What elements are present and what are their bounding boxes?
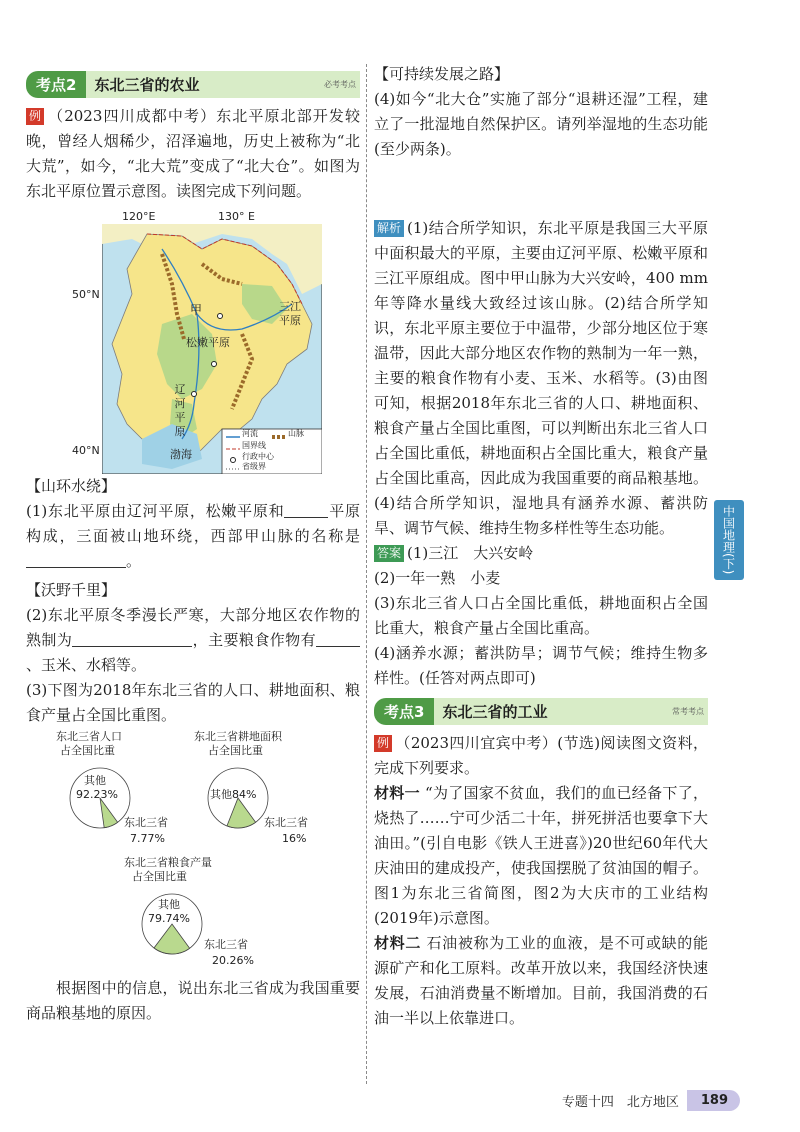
section-tag: 考点2 bbox=[26, 71, 86, 98]
question-1: (1)东北平原由辽河平原，松嫩平原和 平原构成，三面被山地环绕，西部甲山脉的名称是。 bbox=[26, 502, 360, 570]
pie1-ne-label: 东北三省 bbox=[124, 816, 168, 829]
section-title: 东北三省的工业 bbox=[434, 698, 708, 725]
analysis-text: (1)结合所学知识，东北平原是我国三大平原中面积最大的平原，主要由辽河平原、松嫩平原和三江平原组成。图中甲山脉为大兴安岭，400 mm年等降水量线大致经过该山脉。(2)结合所学知识，东北平原主要位于中温带，少部分地区位于寒温带，因此大部分地区农作物的熟制为一年一熟，主要的粮食作物有小麦、玉米、水稻等。(3)由图可知，根据2018年东北三省的人口、耕地面积、粮食产量占全国比重图，可以判断出东北三省人口占全国比重低，耕地面积占全国比重大，粮食产量占全国比重高，因此成为我国重要的商品粮基地。(4)结合所学知识，湿地具有涵养水源、蓄洪防旱、调节气候、维持生物多样性等生态功能。 bbox=[374, 219, 708, 537]
map-lon-130: 130° E bbox=[218, 210, 255, 223]
map-lat-50: 50°N bbox=[72, 288, 100, 301]
subhead-woye: 【沃野千里】 bbox=[26, 581, 117, 599]
side-tab[interactable]: 中国地理(下) bbox=[714, 500, 744, 580]
answer-blank-4[interactable] bbox=[316, 632, 360, 647]
answer-3: (3)东北三省人口占全国比重低，耕地面积占全国比重大，粮食产量占全国比重高。 bbox=[374, 594, 708, 637]
answer-badge: 答案 bbox=[374, 545, 404, 562]
pie2-title-2: 占全国比重 bbox=[208, 744, 263, 757]
pie3-ne-label: 东北三省 bbox=[204, 938, 248, 951]
question-3-ask: 根据图中的信息，说出东北三省成为我国重要商品粮基地的原因。 bbox=[26, 979, 360, 1022]
legend-capital: 行政中心 bbox=[242, 452, 274, 461]
section-title: 东北三省的农业 bbox=[86, 71, 360, 98]
section-note: 必考考点 bbox=[324, 79, 356, 89]
section-header-3 bbox=[374, 697, 708, 725]
column-divider bbox=[366, 64, 367, 1084]
example-badge: 例 bbox=[26, 108, 44, 125]
pie2-title-1: 东北三省耕地面积 bbox=[194, 730, 282, 743]
answer-2: (2)一年一熟 小麦 bbox=[374, 569, 501, 587]
subhead-shanhuan: 【山环水绕】 bbox=[26, 477, 117, 495]
right-column bbox=[374, 62, 708, 1031]
answer-blank-2[interactable] bbox=[26, 553, 126, 568]
material-2-label: 材料二 bbox=[374, 934, 422, 952]
map-label-bohai: 渤海 bbox=[170, 448, 192, 461]
page-footer bbox=[562, 1090, 740, 1111]
pie3-title-1: 东北三省粮食产量 bbox=[124, 856, 212, 869]
footer-chapter: 专题十四 北方地区 bbox=[561, 1095, 679, 1110]
question-4: (4)如今“北大仓”实施了部分“退耕还湿”工程，建立了一批湿地自然保护区。请列举湿地的生态功能(至少两条)。 bbox=[374, 90, 708, 158]
legend-river: 河流 bbox=[242, 429, 258, 438]
section-header-2 bbox=[26, 70, 360, 98]
question-2: (2)东北平原冬季漫长严寒，大部分地区农作物的熟制为 ，主要粮食作物有、玉米、水稻等。 bbox=[26, 606, 360, 674]
material-2: 材料二 石油被称为工业的血液，是不可或缺的能源矿产和化工原料。改革开放以来，我国经济快速发展，石油消费量不断增加。目前，我国消费的石油一半以上依靠进口。 bbox=[374, 934, 708, 1027]
question-3: (3)下图为2018年东北三省的人口、耕地面积、粮食产量占全国比重图。 bbox=[26, 681, 360, 724]
answer-blank-1[interactable] bbox=[284, 503, 328, 518]
pie3-other-label: 其他 bbox=[158, 898, 180, 911]
answer-4: (4)涵养水源；蓄洪防旱；调节气候；维持生物多样性。(任答对两点即可) bbox=[374, 644, 708, 687]
material-1-label: 材料一 bbox=[374, 784, 420, 802]
map-lon-120: 120°E bbox=[122, 210, 156, 223]
map-label-jia: 甲 bbox=[190, 303, 203, 317]
pie3-title-2: 占全国比重 bbox=[132, 870, 187, 883]
pie2-other: 其他84% bbox=[210, 788, 257, 801]
pie2-ne-value: 16% bbox=[282, 832, 307, 845]
pie2-ne-label: 东北三省 bbox=[264, 816, 308, 829]
page-number: 189 bbox=[687, 1090, 740, 1111]
example-text: （2023四川成都中考）东北平原北部开发较晚，曾经人烟稀少，沼泽遍地，历史上被称为“北大荒”，如今，“北大荒”变成了“北大仓”。如图为东北平原位置示意图。读图完成下列问题。 bbox=[26, 107, 360, 200]
map-label-songnen: 松嫩平原 bbox=[186, 336, 230, 349]
legend-province: 省级界 bbox=[242, 462, 266, 471]
answer-space bbox=[374, 162, 708, 216]
analysis-badge: 解析 bbox=[374, 220, 404, 237]
legend-border: 国界线 bbox=[242, 441, 266, 450]
answer-1: 答案 (1)三江 大兴安岭 bbox=[374, 541, 708, 566]
subhead-kechixu: 【可持续发展之路】 bbox=[374, 65, 510, 83]
example-badge: 例 bbox=[374, 735, 392, 752]
left-column bbox=[26, 70, 360, 1026]
analysis bbox=[374, 216, 708, 541]
map-lat-40: 40°N bbox=[72, 444, 100, 457]
pie1-other-label: 其他 bbox=[84, 774, 106, 787]
pie-charts bbox=[26, 728, 360, 976]
pie1-ne-value: 7.77% bbox=[130, 832, 165, 845]
northeast-plain-map bbox=[26, 208, 360, 470]
section-tag: 考点3 bbox=[374, 698, 434, 725]
example-intro bbox=[26, 104, 360, 204]
material-1: 材料一 “为了国家不贫血，我们的血已经备下了，烧热了……宁可少活二十年，拼死拼活也要拿下大油田。”(引自电影《铁人王进喜》)20世纪60年代大庆油田的建成投产，使我国摆脱了贫油国的帽子。图1为东北三省简图，图2为大庆市的工业结构(2019年)示意图。 bbox=[374, 784, 708, 927]
answer-blank-3[interactable] bbox=[72, 632, 192, 647]
pie1-other-value: 92.23% bbox=[76, 788, 118, 801]
example-intro-3: 例 （2023四川宜宾中考）(节选)阅读图文资料，完成下列要求。 bbox=[374, 734, 708, 777]
pie1-title-2: 占全国比重 bbox=[60, 744, 115, 757]
pie1-title-1: 东北三省人口 bbox=[56, 730, 122, 743]
section-note: 常考考点 bbox=[672, 706, 704, 716]
legend-mountain: 山脉 bbox=[288, 429, 304, 438]
map-label-sanjiang: 三江平原 bbox=[279, 300, 301, 327]
pie3-ne-value: 20.26% bbox=[212, 954, 254, 967]
pie3-other-value: 79.74% bbox=[148, 912, 190, 925]
map-label-liaohe: 辽河平原 bbox=[174, 383, 186, 438]
